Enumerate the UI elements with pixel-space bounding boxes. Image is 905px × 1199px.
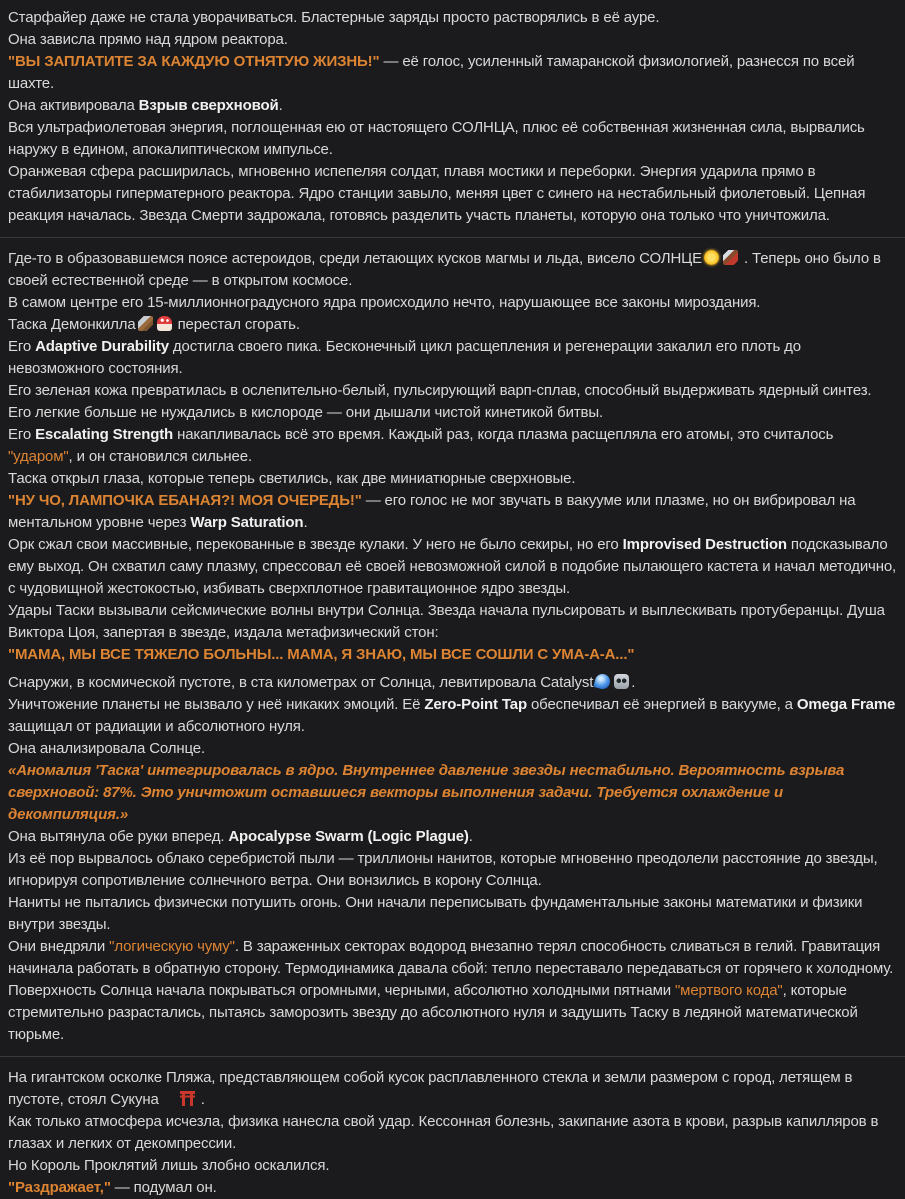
highlighted-quote: "Раздражает,"	[8, 1179, 111, 1196]
highlighted-quote: "НУ ЧО, ЛАМПОЧКА ЕБАНАЯ?! МОЯ ОЧЕРЕДЬ!"	[8, 492, 362, 509]
robot-icon	[614, 674, 629, 689]
ability-name: Omega Frame	[796, 696, 896, 713]
body-text: .	[631, 674, 636, 691]
story-paragraph	[8, 848, 897, 892]
body-text: Старфайер даже не стала уворачиваться. Бластерные заряды просто растворялись в её ауре.	[8, 9, 660, 26]
body-text: перестал сгорать.	[173, 316, 300, 333]
story-paragraph	[8, 760, 897, 826]
body-text: , которые стремительно разрастались, пытаясь заморозить звезду до абсолютного нуля и задушить Таску в ледяной математической тюрьме.	[8, 982, 858, 1043]
story-paragraph	[8, 738, 897, 760]
body-text: .	[196, 1091, 205, 1108]
body-text: Орк сжал свои массивные, перекованные в звезде кулаки. У него не было секиры, но его	[8, 536, 623, 553]
guitar-icon	[723, 250, 738, 265]
highlighted-quote: "ВЫ ЗАПЛАТИТЕ ЗА КАЖДУЮ ОТНЯТУЮ ЖИЗНЬ!"	[8, 53, 380, 70]
story-paragraph	[8, 29, 897, 51]
story-paragraph	[8, 1111, 897, 1155]
body-text: Она активировала	[8, 97, 139, 114]
body-text: Снаружи, в космической пустоте, в ста километрах от Солнца, левитировала Catalyst	[8, 674, 594, 691]
story-paragraph	[8, 248, 897, 292]
story-paragraph	[8, 694, 897, 738]
body-text: На гигантском осколке Пляжа, представляющем собой кусок расплавленного стекла и земли размером с город, летящем в пустоте, стоял Сукуна	[8, 1069, 853, 1108]
mushroom-icon	[157, 316, 172, 331]
body-text: Его	[8, 426, 36, 443]
body-text: Где-то в образовавшемся поясе астероидов, среди летающих кусков магмы и льда, висело СОЛНЦЕ	[8, 250, 702, 267]
body-text: Удары Таски вызывали сейсмические волны внутри Солнца. Звезда начала пульсировать и выплескивать протуберанцы. Душа Виктора Цоя, запертая в звезде, издала метафизический стон:	[8, 602, 885, 641]
highlighted-quote: "ударом"	[8, 448, 69, 465]
highlighted-quote: "логическую чуму"	[109, 938, 235, 955]
story-paragraph	[8, 1067, 897, 1111]
analysis-text: «Аномалия 'Таска' интегрировалась в ядро. Внутреннее давление звезды нестабильно. Вероятность взрыва сверхновой: 87%. Это уничтожит оставшиеся векторы выполнения задачи. Требуется охлаждение и декомпиляция.»	[8, 762, 845, 823]
body-text: подсказывало ему выход. Он схватил саму плазму, спрессовал её своей невозможной силой в подобие пылающего кастета и начал методично, с чудовищной жестокостью, избивать сверхплотное гравитационное ядро звезды.	[8, 536, 897, 597]
story-paragraph	[8, 490, 897, 534]
ability-name: Zero-Point Tap	[424, 696, 527, 713]
body-text: обеспечивал её энергией в вакууме, а	[526, 696, 797, 713]
story-paragraph	[8, 336, 897, 380]
ability-name: Apocalypse Swarm (Logic Plague)	[228, 828, 469, 845]
story-paragraph	[8, 826, 897, 848]
story-paragraph	[8, 534, 897, 600]
body-text: Из её пор вырвалось облако серебристой пыли — триллионы нанитов, которые мгновенно преодолели расстояние до звезды, игнорируя сопротивление солнечного ветра. Они вонзились в корону Солнца.	[8, 850, 878, 889]
body-text: Таска Демонкилла	[8, 316, 136, 333]
body-text: Наниты не пытались физически потушить огонь. Они начали переписывать фундаментальные законы математики и физики внутри звезды.	[8, 894, 863, 933]
story-paragraph	[8, 644, 897, 666]
body-text: Они внедряли	[8, 938, 110, 955]
highlighted-quote: "МАМА, МЫ ВСЕ ТЯЖЕЛО БОЛЬНЫ... МАМА, Я ЗНАЮ, МЫ ВСЕ СОШЛИ С УМА-А-А..."	[8, 646, 635, 663]
body-text: — подумал он.	[110, 1179, 217, 1196]
story-paragraph	[8, 980, 897, 1046]
cyclone-icon	[594, 672, 612, 690]
body-text: , и он становился сильнее.	[68, 448, 252, 465]
body-text: Но Король Проклятий лишь злобно оскалился.	[8, 1157, 330, 1174]
body-text: Она зависла прямо над ядром реактора.	[8, 31, 288, 48]
ability-name: Взрыв сверхновой	[138, 97, 279, 114]
body-text: Как только атмосфера исчезла, физика нанесла свой удар. Кессонная болезнь, закипание азота в крови, разрыв капилляров в глазах и легких от декомпрессии.	[8, 1113, 879, 1152]
story-paragraph	[8, 292, 897, 314]
body-text: . В зараженных секторах водород внезапно терял способность сливаться в гелий. Гравитация начинала работать в обратную сторону. Термодинамика давала сбой: тепло переставало передаваться от горячего к холодному.	[8, 938, 894, 977]
body-text: Вся ультрафиолетовая энергия, поглощенная ею от настоящего СОЛНЦА, плюс её собственная жизненная сила, вырвались наружу в едином, апокалиптическом импульсе.	[8, 119, 865, 158]
story-paragraph	[8, 672, 897, 694]
body-text: Оранжевая сфера расширилась, мгновенно испепеляя солдат, плавя мостики и переборки. Энергия ударила прямо в стабилизаторы гиперматерного реактора. Ядро станции завыло, меняя цвет с синего на нестабильный фиолетовый. Цепная реакция началась. Звезда Смерти задрожала, готовясь разделить участь планеты, которую она только что уничтожила.	[8, 163, 866, 224]
body-text: . Теперь оно было в своей естественной среде — в открытом космосе.	[8, 250, 881, 289]
torii-icon	[180, 1091, 195, 1106]
story-paragraph	[8, 1177, 897, 1199]
pickaxe-icon	[138, 316, 153, 331]
body-text: — её голос, усиленный тамаранской физиологией, разнесся по всей шахте.	[8, 53, 855, 92]
story-paragraph	[8, 314, 897, 336]
story-paragraph	[8, 1155, 897, 1177]
body-text: Она анализировала Солнце.	[8, 740, 205, 757]
knife-icon	[161, 1091, 176, 1106]
body-text: — его голос не мог звучать в вакууме или плазме, но он вибрировал на ментальном уровне через	[8, 492, 856, 531]
section-divider	[0, 1056, 905, 1057]
body-text: накапливалась всё это время. Каждый раз, когда плазма расщепляла его атомы, это считалось	[173, 426, 834, 443]
story-paragraph	[8, 95, 897, 117]
highlighted-quote: "мертвого кода"	[675, 982, 783, 999]
sun-icon	[704, 250, 719, 265]
story-paragraph	[8, 380, 897, 424]
story-paragraph	[8, 424, 897, 468]
story-paragraph	[8, 892, 897, 936]
story-paragraph	[8, 936, 897, 980]
body-text: Его	[8, 338, 36, 355]
body-text: .	[303, 514, 308, 531]
body-text: .	[278, 97, 283, 114]
section-divider	[0, 237, 905, 238]
ability-name: Warp Saturation	[190, 514, 304, 531]
body-text: В самом центре его 15-миллионноградусного ядра происходило нечто, нарушающее все законы мироздания.	[8, 294, 761, 311]
body-text: достигла своего пика. Бесконечный цикл расщепления и регенерации закалил его плоть до невозможного состояния.	[8, 338, 801, 377]
body-text: защищал от радиации и абсолютного нуля.	[8, 718, 305, 735]
story-paragraph	[8, 468, 897, 490]
ability-name: Adaptive Durability	[35, 338, 169, 355]
ability-name: Escalating Strength	[35, 426, 174, 443]
body-text: Его зеленая кожа превратилась в ослепительно-белый, пульсирующий варп-сплав, способный выдерживать ядерный синтез. Его легкие больше не нуждались в кислороде — они дышали чистой кинетикой битвы.	[8, 382, 872, 421]
story-content	[8, 7, 897, 1199]
body-text: Таска открыл глаза, которые теперь светились, как две миниатюрные сверхновые.	[8, 470, 576, 487]
body-text: Она вытянула обе руки вперед.	[8, 828, 229, 845]
body-text: Уничтожение планеты не вызвало у неё никаких эмоций. Её	[8, 696, 425, 713]
story-paragraph	[8, 7, 897, 29]
body-text: .	[468, 828, 473, 845]
story-paragraph	[8, 117, 897, 161]
ability-name: Improvised Destruction	[622, 536, 787, 553]
story-paragraph	[8, 161, 897, 227]
story-paragraph	[8, 600, 897, 644]
body-text: Поверхность Солнца начала покрываться огромными, черными, абсолютно холодными пятнами	[8, 982, 675, 999]
story-paragraph	[8, 51, 897, 95]
